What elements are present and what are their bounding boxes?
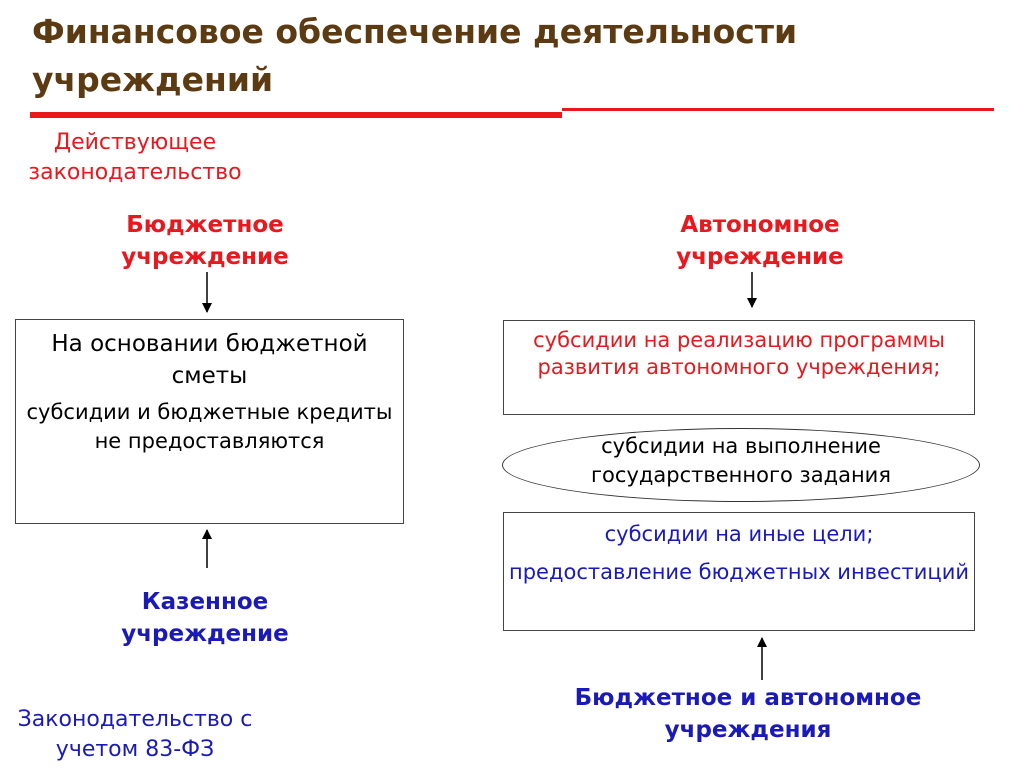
- budget-autonomous-heading: Бюджетное и автономное учреждения: [574, 685, 922, 743]
- autonomous-institution-heading: Автономное учреждение: [676, 212, 844, 270]
- other-purposes-text: субсидии на иные цели;: [604, 522, 874, 546]
- new-legislation-label: Законодательство с учетом 83-ФЗ: [17, 707, 253, 762]
- budget-estimate-text: На основании бюджетной сметы: [51, 331, 368, 389]
- page-title: Финансовое обеспечение деятельности учреждений: [32, 12, 798, 99]
- budget-institution-heading: Бюджетное учреждение: [121, 212, 289, 270]
- state-task-text: субсидии на выполнение государственного задания: [591, 434, 891, 487]
- no-subsidies-text: субсидии и бюджетные кредиты не предоставляются: [26, 400, 393, 453]
- state-institution-heading: Казенное учреждение: [121, 589, 289, 647]
- investments-text: предоставление бюджетных инвестиций: [508, 560, 969, 584]
- current-legislation-label: Действующее законодательство: [28, 130, 242, 185]
- program-subsidies-text: субсидии на реализацию программы развития автономного учреждения;: [533, 328, 945, 379]
